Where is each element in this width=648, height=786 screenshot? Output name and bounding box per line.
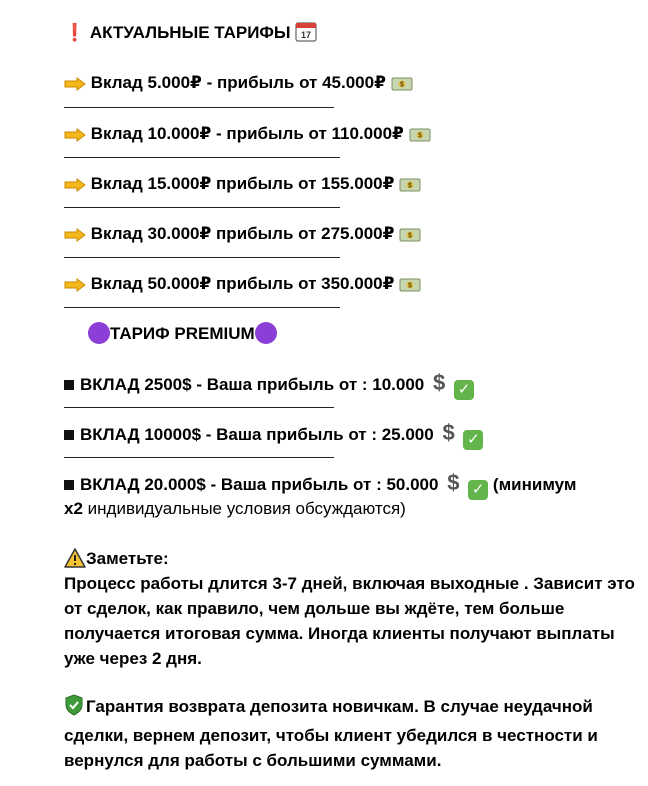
premium-heading [88,322,277,345]
money-icon [409,127,431,149]
purple-circle-icon [255,322,277,344]
exclamation-icon: ❗ [64,23,86,42]
tariff-row-2 [64,123,431,149]
premium-row-3-continued [64,498,406,520]
header-line [64,20,317,48]
svg-text:17: 17 [301,30,312,40]
money-icon [399,177,421,199]
guarantee-text: Гарантия возврата депозита новичкам. В случае неудачной сделки, вернем депозит, чтобы клиент убедился в честности и вернулся для работы с большими суммами. [64,697,598,770]
check-icon: ✓ [454,380,474,400]
money-icon [399,277,421,299]
premium-title: ТАРИФ PREMIUM [110,324,255,343]
premium-text: ВКЛАД 2500$ - Ваша прибыль от : 10.000 [80,375,425,394]
check-icon: ✓ [468,480,488,500]
premium-tail: (минимум [492,475,577,494]
premium-row-2 [64,422,483,450]
black-square-icon [64,480,74,490]
dollar-icon: $ [447,470,460,495]
shield-icon [64,694,84,723]
tariff-row-4 [64,223,421,249]
separator [64,457,334,458]
premium-text: ВКЛАД 20.000$ - Ваша прибыль от : 50.000 [80,475,439,494]
pointing-hand-icon [64,127,86,149]
calendar-icon [295,20,317,48]
tariff-row-3 [64,173,421,199]
pointing-hand-icon [64,177,86,199]
pointing-hand-icon [64,227,86,249]
tariff-text: Вклад 10.000₽ - прибыль от 110.000₽ [90,124,404,143]
tariff-text: Вклад 5.000₽ - прибыль от 45.000₽ [90,73,386,92]
separator [64,307,340,308]
svg-text:$: $ [408,182,413,190]
tariff-text: Вклад 50.000₽ прибыль от 350.000₽ [90,274,395,293]
notice-body: Процесс работы длится 3-7 дней, включая выходные . Зависит это от сделок, как правило, чем дольше вы ждёте, тем больше получается итоговая сумма. Иногда клиенты получают выплаты уже через 2 дня. [64,574,635,668]
money-icon [391,76,413,98]
svg-text:$: $ [399,81,404,89]
purple-circle-icon [88,322,110,344]
pointing-hand-icon [64,277,86,299]
check-icon: ✓ [463,430,483,450]
separator [64,407,334,408]
dollar-icon: $ [433,370,446,395]
money-icon [399,227,421,249]
notice-heading: Заметьте: [86,549,169,568]
svg-text:$: $ [408,282,413,290]
guarantee-block [64,694,639,773]
page-title: АКТУАЛЬНЫЕ ТАРИФЫ [89,23,291,42]
tariff-row-5 [64,273,421,299]
premium-conditions: индивидуальные условия обсуждаются) [82,499,406,518]
svg-text:$: $ [408,232,413,240]
pointing-hand-icon [64,76,86,98]
premium-row-1 [64,372,474,400]
premium-text: ВКЛАД 10000$ - Ваша прибыль от : 25.000 [80,425,434,444]
svg-text:$: $ [417,132,422,140]
black-square-icon [64,430,74,440]
tariff-text: Вклад 30.000₽ прибыль от 275.000₽ [90,224,395,243]
premium-row-3 [64,472,576,500]
separator [64,107,334,108]
dollar-icon: $ [442,420,455,445]
black-square-icon [64,380,74,390]
tariff-row-1 [64,72,413,98]
separator [64,157,340,158]
separator [64,207,340,208]
premium-x2: x2 [64,499,83,518]
separator [64,257,340,258]
tariff-text: Вклад 15.000₽ прибыль от 155.000₽ [90,174,395,193]
